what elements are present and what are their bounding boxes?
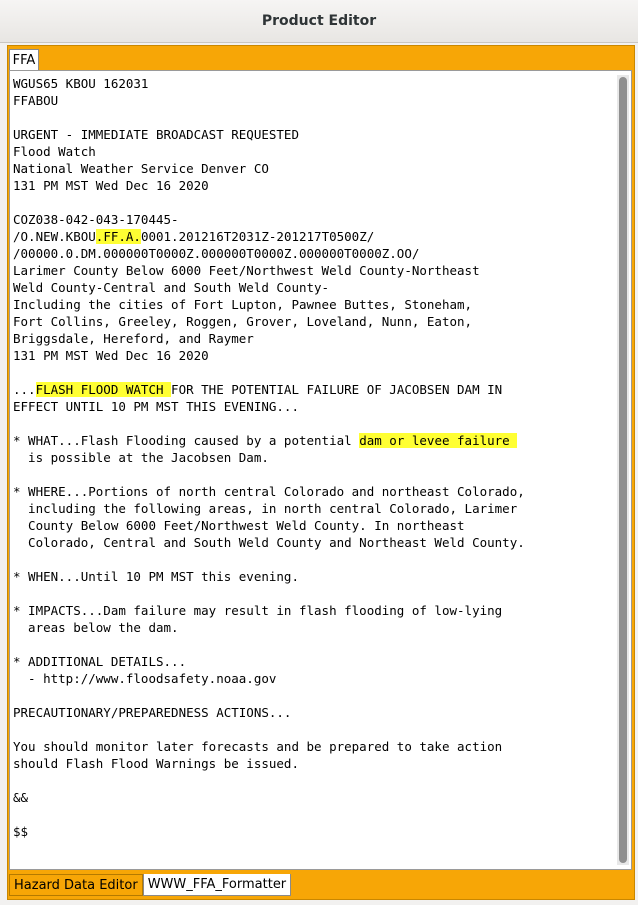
text-segment: URGENT - IMMEDIATE BROADCAST REQUESTED (13, 127, 299, 142)
text-segment: County Below 6000 Feet/Northwest Weld County. In northeast (13, 518, 465, 533)
text-line (13, 126, 611, 143)
text-segment: including the following areas, in north central Colorado, Larimer (13, 501, 518, 516)
text-line (13, 636, 611, 653)
text-line (13, 432, 611, 449)
text-segment: WGUS65 KBOU 162031 (13, 76, 149, 91)
highlighted-text: FLASH FLOOD WATCH (35, 382, 172, 397)
window-title: Product Editor (261, 13, 377, 29)
text-line (13, 177, 611, 194)
text-line (13, 534, 611, 551)
text-segment: * WHERE...Portions of north central Colorado and northeast Colorado, (13, 484, 525, 499)
text-line (13, 92, 611, 109)
highlighted-text: .FF.A. (95, 229, 141, 244)
text-segment: PRECAUTIONARY/PREPAREDNESS ACTIONS... (13, 705, 292, 720)
text-line (13, 602, 611, 619)
product-text[interactable] (13, 75, 611, 869)
text-segment: * IMPACTS...Dam failure may result in flash flooding of low-lying (13, 603, 503, 618)
text-line (13, 738, 611, 755)
vertical-scrollbar[interactable] (617, 75, 629, 865)
text-line (13, 211, 611, 228)
bottom-tab-bar (9, 874, 291, 896)
text-line (13, 568, 611, 585)
text-line (13, 704, 611, 721)
text-segment: Flood Watch (13, 144, 96, 159)
text-line (13, 228, 611, 245)
text-line (13, 262, 611, 279)
text-segment: /O.NEW.KBOU (13, 229, 96, 244)
text-segment: * ADDITIONAL DETAILS... (13, 654, 187, 669)
text-segment: /00000.0.DM.000000T0000Z.000000T0000Z.000000T0000Z.OO/ (13, 246, 420, 261)
text-line (13, 364, 611, 381)
tab-hazard-data-editor[interactable] (9, 874, 143, 896)
text-line (13, 381, 611, 398)
text-line (13, 75, 611, 92)
text-line (13, 483, 611, 500)
text-segment: FOR THE POTENTIAL FAILURE OF JACOBSEN DAM IN (171, 382, 503, 397)
text-segment: $$ (13, 824, 29, 839)
text-line (13, 500, 611, 517)
text-line (13, 551, 611, 568)
tab-ffa-label: FFA (12, 52, 36, 68)
text-segment: Colorado, Central and South Weld County and Northeast Weld County. (13, 535, 525, 550)
text-line (13, 755, 611, 772)
text-line (13, 194, 611, 211)
text-line (13, 160, 611, 177)
text-line (13, 398, 611, 415)
window-titlebar (0, 0, 638, 43)
text-line (13, 449, 611, 466)
text-segment: 131 PM MST Wed Dec 16 2020 (13, 178, 209, 193)
text-segment: 131 PM MST Wed Dec 16 2020 (13, 348, 209, 363)
text-line (13, 687, 611, 704)
text-segment: * WHAT...Flash Flooding caused by a potential (13, 433, 360, 448)
text-line (13, 585, 611, 602)
text-line (13, 619, 611, 636)
text-line (13, 517, 611, 534)
text-segment: Including the cities of Fort Lupton, Pawnee Buttes, Stoneham, (13, 297, 473, 312)
text-line (13, 296, 611, 313)
text-segment: should Flash Flood Warnings be issued. (13, 756, 299, 771)
text-segment: Fort Collins, Greeley, Roggen, Grover, Loveland, Nunn, Eaton, (13, 314, 473, 329)
text-line (13, 721, 611, 738)
text-line (13, 347, 611, 364)
text-segment: You should monitor later forecasts and be prepared to take action (13, 739, 503, 754)
product-text-area[interactable] (9, 70, 632, 870)
text-line (13, 109, 611, 126)
text-segment: FFABOU (13, 93, 59, 108)
text-line (13, 670, 611, 687)
text-line (13, 789, 611, 806)
text-segment: - http://www.floodsafety.noaa.gov (13, 671, 277, 686)
text-segment: National Weather Service Denver CO (13, 161, 269, 176)
text-line (13, 245, 611, 262)
scrollbar-thumb[interactable] (619, 77, 627, 863)
tab-ffa[interactable] (9, 49, 39, 70)
text-segment: ... (13, 382, 36, 397)
text-line (13, 823, 611, 840)
text-line (13, 279, 611, 296)
text-segment: * WHEN...Until 10 PM MST this evening. (13, 569, 299, 584)
text-line (13, 772, 611, 789)
text-segment: COZ038-042-043-170445- (13, 212, 179, 227)
text-segment: 0001.201216T2031Z-201217T0500Z/ (140, 229, 375, 244)
text-segment: areas below the dam. (13, 620, 179, 635)
tab-www-ffa-formatter[interactable] (143, 874, 291, 896)
text-segment: is possible at the Jacobsen Dam. (13, 450, 269, 465)
text-segment: Larimer County Below 6000 Feet/Northwest Weld County-Northeast (13, 263, 480, 278)
text-segment: Briggsdale, Hereford, and Raymer (13, 331, 254, 346)
product-editor-frame (7, 45, 635, 900)
text-line (13, 330, 611, 347)
text-line (13, 653, 611, 670)
text-segment: Weld County-Central and South Weld County- (13, 280, 330, 295)
text-line (13, 313, 611, 330)
tab-label: WWW_FFA_Formatter (147, 877, 287, 892)
highlighted-text: dam or levee failure (359, 433, 518, 448)
text-line (13, 806, 611, 823)
text-line (13, 415, 611, 432)
text-segment: EFFECT UNTIL 10 PM MST THIS EVENING... (13, 399, 299, 414)
text-line (13, 143, 611, 160)
tab-label: Hazard Data Editor (14, 877, 138, 893)
text-segment: && (13, 790, 29, 805)
text-line (13, 466, 611, 483)
